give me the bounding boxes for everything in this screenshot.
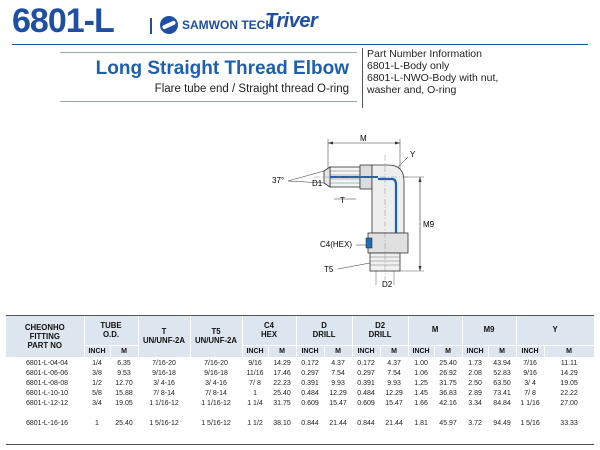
table-cell-y-mm: 22.22 xyxy=(560,390,578,397)
spec-table-body xyxy=(6,357,594,429)
table-row xyxy=(6,369,594,379)
table-cell-d-mm: 15.47 xyxy=(329,400,347,407)
part-code-title: 6801-L xyxy=(12,2,114,40)
table-cell-c4-in: 9/16 xyxy=(248,360,262,367)
table-cell-m9-mm: 84.84 xyxy=(493,400,511,407)
header-text: PART NO xyxy=(27,340,62,350)
spacer-cell xyxy=(6,409,594,419)
product-title-box xyxy=(60,52,357,102)
table-cell-m-mm: 26.92 xyxy=(439,370,457,377)
table-row xyxy=(6,399,594,409)
table-cell-t: 7/16-20 xyxy=(152,360,176,367)
table-cell-t5: 1 1/16-12 xyxy=(201,400,231,407)
table-cell-y-mm: 11.11 xyxy=(560,360,578,367)
table-row xyxy=(6,357,594,369)
table-cell-tube-in: 1 xyxy=(95,420,99,427)
table-cell-m9-mm: 43.94 xyxy=(493,360,511,367)
table-cell-c4-mm: 38.10 xyxy=(273,420,291,427)
header-text: HEX xyxy=(261,329,278,339)
table-cell-d-in: 0.484 xyxy=(301,390,319,397)
table-cell-c4-in: 1 xyxy=(253,390,257,397)
header-text: D2 xyxy=(375,320,386,330)
part-info-line: 6801-L-Body only xyxy=(367,60,450,72)
table-cell-y-in: 1 5/16 xyxy=(520,420,540,427)
table-cell-d2-mm: 12.29 xyxy=(385,390,403,397)
subheader-mm: M xyxy=(268,345,296,357)
header-text: C4 xyxy=(264,320,274,330)
product-subtitle: Flare tube end / Straight thread O-ring xyxy=(154,83,349,95)
table-cell-m-mm: 45.97 xyxy=(439,420,457,427)
table-cell-tube-mm: 25.40 xyxy=(115,420,133,427)
header-text: DRILL xyxy=(312,329,336,339)
header-text: UN/UNF-2A xyxy=(143,336,186,345)
table-row xyxy=(6,419,594,429)
subheader-inch: INCH xyxy=(242,345,268,357)
table-cell-c4-mm: 17.46 xyxy=(273,370,291,377)
table-cell-y-in: 3/ 4 xyxy=(524,380,536,387)
samwon-brand-text: SAMWON TECH xyxy=(182,18,274,32)
subheader-mm: M xyxy=(324,345,352,357)
subheader-inch: INCH xyxy=(462,345,488,357)
table-cell-m-in: 1.66 xyxy=(414,400,428,407)
arrow-head xyxy=(395,142,400,145)
table-cell-d2-in: 0.391 xyxy=(357,380,375,387)
table-cell-d2-in: 0.844 xyxy=(357,420,375,427)
subheader-mm: M xyxy=(380,345,408,357)
label-m: M xyxy=(360,135,367,143)
table-cell-m9-mm: 52.83 xyxy=(493,370,511,377)
table-cell-tube-mm: 12.70 xyxy=(115,380,133,387)
table-cell-d2-in: 0.609 xyxy=(357,400,375,407)
table-cell-t: 3/ 4-16 xyxy=(153,380,175,387)
header-text: D xyxy=(321,320,327,330)
product-title: Long Straight Thread Elbow xyxy=(95,58,349,79)
table-cell-d-mm: 7.54 xyxy=(331,370,345,377)
header-text: O.D. xyxy=(102,329,120,339)
header-c4 xyxy=(242,315,296,345)
table-cell-t: 1 1/16-12 xyxy=(149,400,179,407)
table-cell-d2-mm: 9.93 xyxy=(387,380,401,387)
table-cell-pn: 6801-L-06-06 xyxy=(26,370,69,377)
o-ring xyxy=(366,238,372,248)
table-cell-d-in: 0.391 xyxy=(301,380,319,387)
table-cell-t: 9/16-18 xyxy=(152,370,176,377)
table-cell-c4-in: 1 1/2 xyxy=(247,420,263,427)
table-cell-d2-mm: 7.54 xyxy=(387,370,401,377)
subheader-inch: INCH xyxy=(352,345,380,357)
table-cell-y-mm: 14.29 xyxy=(560,370,578,377)
table-cell-y-mm: 19.05 xyxy=(560,380,578,387)
table-cell-t5: 7/ 8-14 xyxy=(205,390,227,397)
header-text: FITTING xyxy=(29,331,60,341)
table-cell-d-mm: 12.29 xyxy=(329,390,347,397)
table-cell-m-mm: 42.16 xyxy=(439,400,457,407)
table-cell-m9-mm: 63.50 xyxy=(493,380,511,387)
table-cell-y-mm: 33.33 xyxy=(560,420,578,427)
table-cell-c4-in: 7/ 8 xyxy=(249,380,261,387)
part-number-info xyxy=(362,48,588,108)
table-cell-t: 7/ 8-14 xyxy=(153,390,175,397)
table-cell-y-in: 7/16 xyxy=(523,360,537,367)
table-cell-d2-mm: 21.44 xyxy=(385,420,403,427)
header-text: UN/UNF-2A xyxy=(195,336,238,345)
header-text: DRILL xyxy=(368,329,392,339)
header-text: T5 xyxy=(211,327,221,336)
row-spacer xyxy=(6,409,594,419)
table-cell-c4-mm: 14.29 xyxy=(273,360,291,367)
label-m9: M9 xyxy=(423,220,435,229)
table-cell-d-in: 0.609 xyxy=(301,400,319,407)
table-cell-d-in: 0.844 xyxy=(301,420,319,427)
label-y: Y xyxy=(410,150,416,159)
table-cell-y-in: 9/16 xyxy=(523,370,537,377)
subheader-mm: M xyxy=(434,345,462,357)
label-d2: D2 xyxy=(382,280,393,289)
table-cell-tube-in: 1/2 xyxy=(92,380,102,387)
header-tube xyxy=(84,315,138,345)
table-cell-c4-in: 1 1/4 xyxy=(247,400,263,407)
part-info-line: 6801-L-NWO-Body with nut, xyxy=(367,72,499,84)
table-cell-m9-in: 3.72 xyxy=(468,420,482,427)
table-cell-t5: 9/16-18 xyxy=(204,370,228,377)
table-cell-m-in: 1.00 xyxy=(414,360,428,367)
header-d xyxy=(296,315,352,345)
elbow-body xyxy=(372,165,404,233)
table-cell-c4-mm: 22.23 xyxy=(273,380,291,387)
label-d1: D1 xyxy=(312,179,323,188)
table-cell-y-in: 1 1/16 xyxy=(520,400,540,407)
table-cell-pn: 6801-L-08-08 xyxy=(26,380,69,387)
table-cell-c4-mm: 31.75 xyxy=(273,400,291,407)
table-cell-m9-mm: 94.49 xyxy=(493,420,511,427)
leader-y xyxy=(398,157,408,167)
table-cell-m9-in: 3.34 xyxy=(468,400,482,407)
header-t5 xyxy=(190,315,242,357)
table-row xyxy=(6,389,594,399)
part-info-heading: Part Number Information xyxy=(367,48,482,60)
table-cell-m9-mm: 73.41 xyxy=(493,390,511,397)
table-cell-d-mm: 21.44 xyxy=(329,420,347,427)
table-cell-t: 1 5/16-12 xyxy=(149,420,179,427)
table-cell-m-in: 1.45 xyxy=(414,390,428,397)
table-cell-d-mm: 9.93 xyxy=(331,380,345,387)
table-cell-d2-in: 0.172 xyxy=(357,360,375,367)
header-t xyxy=(138,315,190,357)
header-d2 xyxy=(352,315,408,345)
table-cell-t5: 1 5/16-12 xyxy=(201,420,231,427)
triver-brand: Triver xyxy=(265,10,318,32)
table-cell-m9-in: 2.08 xyxy=(468,370,482,377)
table-cell-tube-mm: 9.53 xyxy=(117,370,131,377)
subheader-inch: INCH xyxy=(84,345,110,357)
table-cell-pn: 6801-L-16-16 xyxy=(26,420,69,427)
page-header xyxy=(0,0,600,48)
table-cell-t5: 7/16-20 xyxy=(204,360,228,367)
table-cell-tube-mm: 6.35 xyxy=(117,360,131,367)
table-cell-tube-in: 1/4 xyxy=(92,360,102,367)
header-y: Y xyxy=(516,315,594,345)
table-cell-c4-in: 11/16 xyxy=(246,370,264,377)
spec-table xyxy=(6,315,595,429)
table-cell-d2-in: 0.297 xyxy=(357,370,375,377)
subheader-mm: M xyxy=(488,345,516,357)
hex-nut xyxy=(368,233,408,253)
samwon-brand xyxy=(160,14,274,36)
header-text: T xyxy=(161,327,167,336)
table-cell-tube-in: 3/8 xyxy=(92,370,102,377)
subheader-mm: M xyxy=(110,345,138,357)
table-cell-tube-in: 5/8 xyxy=(92,390,102,397)
table-cell-d-in: 0.172 xyxy=(301,360,319,367)
table-cell-pn: 6801-L-12-12 xyxy=(26,400,69,407)
table-cell-y-mm: 27.00 xyxy=(560,400,578,407)
label-t: T xyxy=(340,196,345,205)
table-cell-tube-mm: 19.05 xyxy=(115,400,133,407)
table-cell-m9-in: 2.50 xyxy=(468,380,482,387)
table-row xyxy=(6,379,594,389)
subheader-mm: M xyxy=(544,345,594,357)
table-cell-pn: 6801-L-10-10 xyxy=(26,390,69,397)
table-cell-d2-in: 0.484 xyxy=(357,390,375,397)
table-cell-m-mm: 36.83 xyxy=(439,390,457,397)
table-cell-d-mm: 4.37 xyxy=(331,360,345,367)
header-m: M xyxy=(408,315,462,345)
table-cell-d2-mm: 4.37 xyxy=(387,360,401,367)
table-cell-tube-mm: 15.88 xyxy=(115,390,133,397)
table-cell-m9-in: 1.73 xyxy=(468,360,482,367)
table-cell-t5: 3/ 4-16 xyxy=(205,380,227,387)
arrow-head xyxy=(328,142,333,145)
subheader-inch: INCH xyxy=(408,345,434,357)
table-cell-pn: 6801-L-04-04 xyxy=(26,360,69,367)
table-cell-d-in: 0.297 xyxy=(301,370,319,377)
table-cell-m-in: 1.81 xyxy=(414,420,428,427)
label-angle: 37° xyxy=(272,176,285,185)
table-cell-y-in: 7/ 8 xyxy=(524,390,536,397)
table-cell-m9-in: 2.89 xyxy=(468,390,482,397)
header-text: CHEONHO xyxy=(24,322,65,332)
table-cell-m-mm: 31.75 xyxy=(439,380,457,387)
table-cell-d2-mm: 15.47 xyxy=(385,400,403,407)
brand-separator xyxy=(150,18,152,34)
table-cell-m-in: 1.06 xyxy=(414,370,428,377)
header-m9: M9 xyxy=(462,315,516,345)
table-cell-m-in: 1.25 xyxy=(414,380,428,387)
subheader-inch: INCH xyxy=(296,345,324,357)
header-text: TUBE xyxy=(100,320,122,330)
table-cell-tube-in: 3/4 xyxy=(92,400,102,407)
label-t5: T5 xyxy=(324,265,334,274)
header-part-no xyxy=(6,315,84,357)
samwon-logo-icon xyxy=(160,16,178,34)
header-divider xyxy=(12,44,588,45)
table-cell-m-mm: 25.40 xyxy=(439,360,457,367)
subheader-inch: INCH xyxy=(516,345,544,357)
label-c4-hex: C4(HEX) xyxy=(320,240,353,249)
table-cell-c4-mm: 25.40 xyxy=(273,390,291,397)
elbow-drawing xyxy=(270,135,460,295)
part-info-line: washer and, O-ring xyxy=(367,84,457,96)
